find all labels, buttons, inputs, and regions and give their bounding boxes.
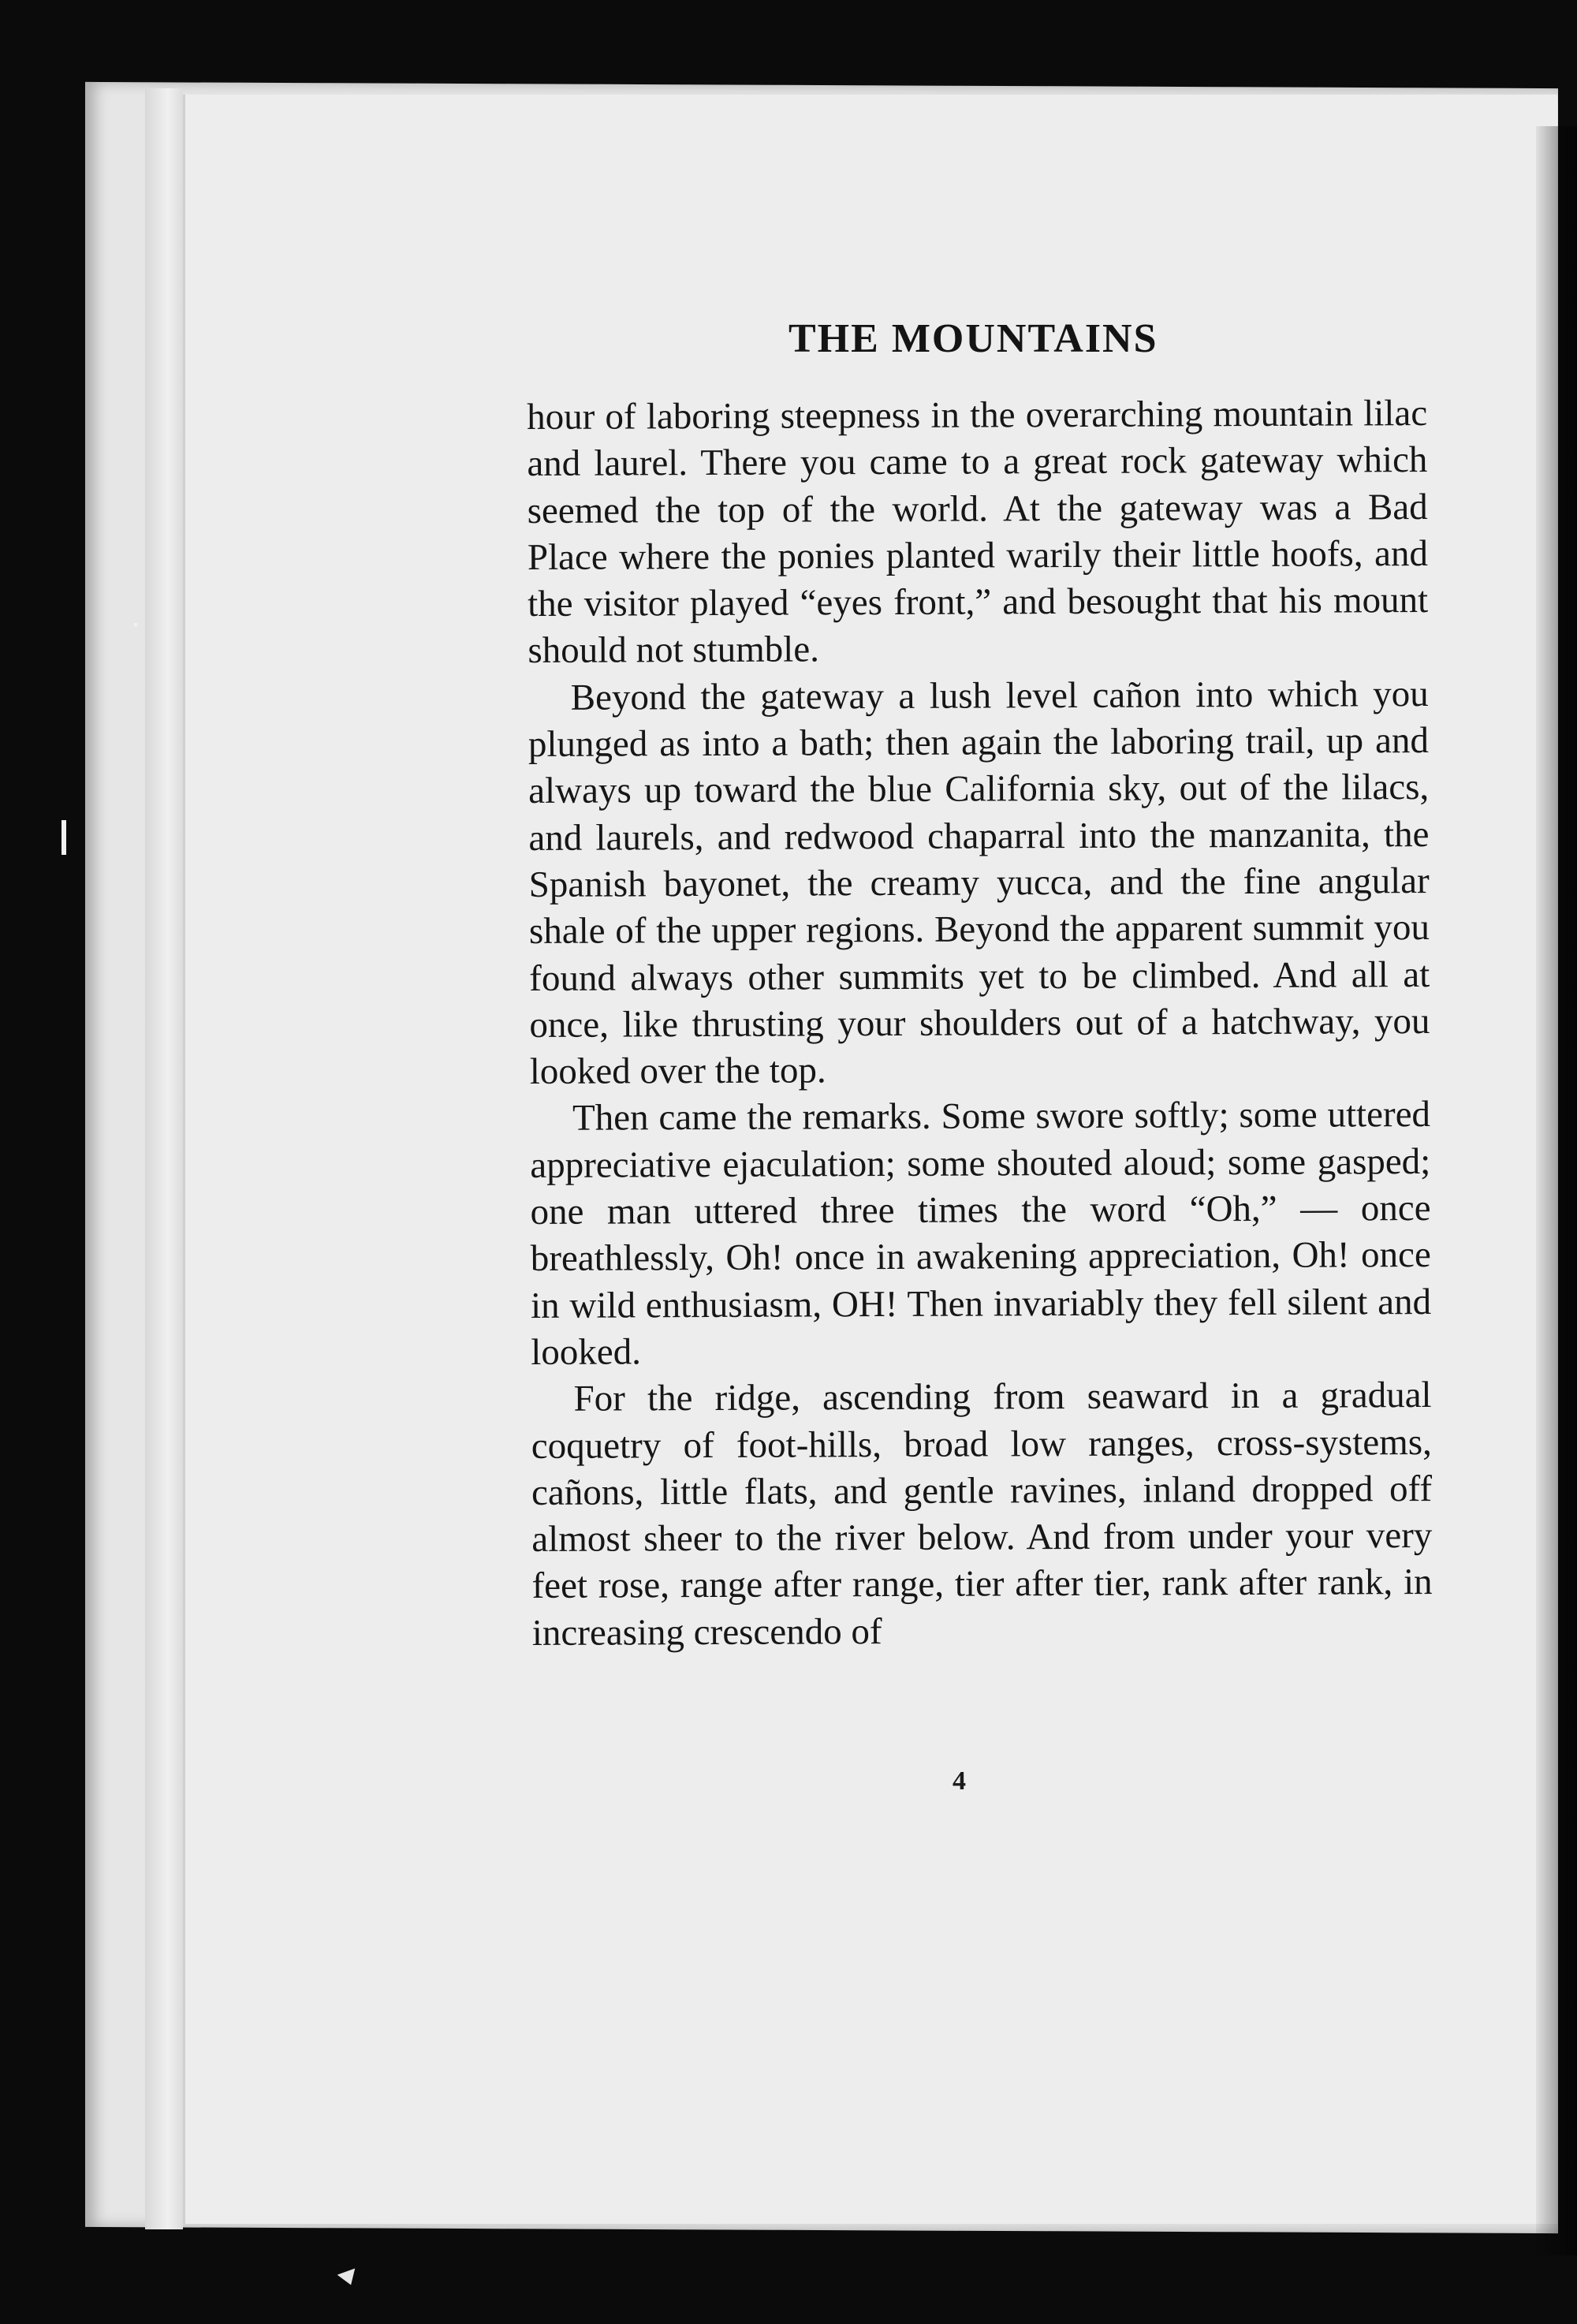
body-text bbox=[527, 390, 1433, 1657]
scan-speck bbox=[62, 820, 66, 855]
paragraph-3: Then came the remarks. Some swore softly; some uttered appreciative ejaculation; some shouted aloud; some gasped; one man uttered three times the word “Oh,” — once breathlessly, Oh! once in awakening appreciation, Oh! once in wild enthusiasm, OH! Then invariably they fell silent and looked. bbox=[530, 1094, 1432, 1373]
paragraph-4: For the ridge, ascending from seaward in a gradual coquetry of foot-hills, broad low ranges, cross-systems, cañons, little flats, and gentle ravines, inland dropped off almost sheer to the river below. And from under your very feet rose, range after range, tier after tier, rank after rank, in increasing crescendo of bbox=[531, 1375, 1433, 1654]
page-edge bbox=[145, 88, 183, 2229]
paragraph-2: Beyond the gateway a lush level cañon into which you plunged as into a bath; then again the laboring trail, up and always up toward the blue California sky, out of the lilacs, and laurels, and redwood chaparral into the manzanita, the Spanish bayonet, the creamy yucca, and the fine angular shale of the upper regions. Beyond the apparent summit you found always other summits yet to be climbed. And all at once, like thrusting your shoulders out of a hatchway, you looked over the top. bbox=[528, 673, 1430, 1093]
page-number: 4 bbox=[953, 1766, 966, 1796]
running-header: THE MOUNTAINS bbox=[788, 316, 1158, 361]
gutter-shadow bbox=[1536, 126, 1577, 2255]
paragraph-1: hour of laboring steepness in the overarching mountain lilac and laurel. There you came to a great rock gateway which seemed the top of the world. At the gateway was a Bad Place where the ponies planted warily their little hoofs, and the visitor played “eyes front,” and besought that his mount should not stumble. bbox=[527, 393, 1429, 672]
scan-mark bbox=[337, 2268, 360, 2288]
scan-speck bbox=[134, 623, 137, 626]
